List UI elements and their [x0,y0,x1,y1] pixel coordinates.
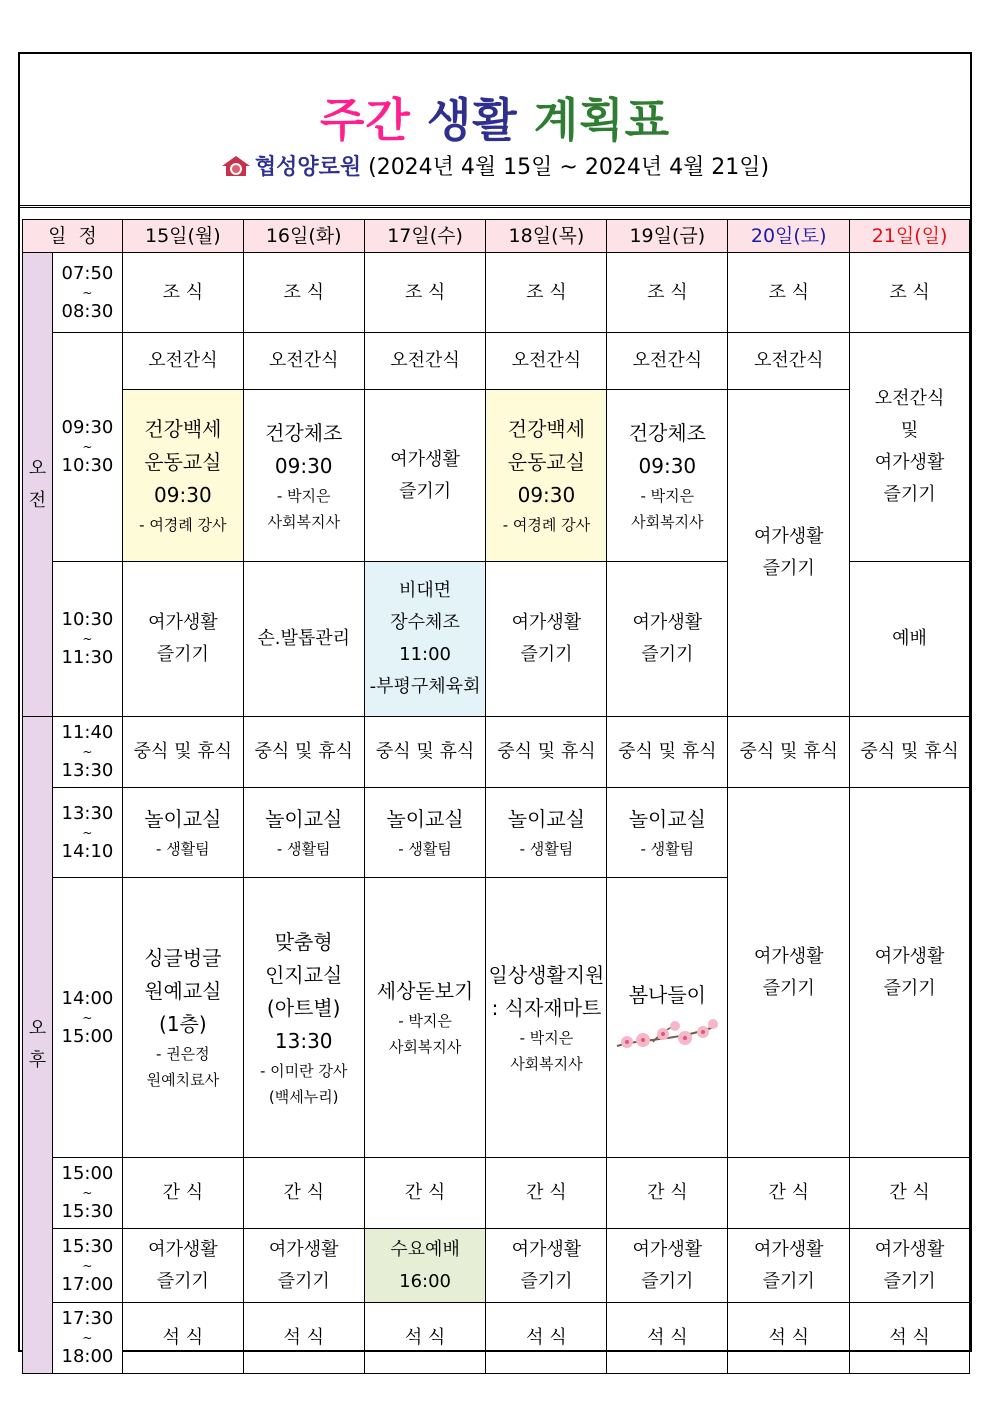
play-class-cell: 놀이교실 - 생활팀 [243,788,364,878]
table-row [23,1158,970,1229]
schedule-label: 일 정 [23,220,123,253]
sunday-leisure-cell: 여가생활 즐기기 [850,788,970,1158]
leisure-cell: 여가생활 즐기기 [607,562,728,717]
snack-cell: 간 식 [364,1158,486,1229]
day-header-row [23,220,970,253]
snack-cell: 간 식 [243,1158,364,1229]
leisure-cell: 여가생활 즐기기 [364,390,486,562]
table-row [23,717,970,788]
play-class-cell: 놀이교실 - 생활팀 [364,788,486,878]
am-snack-cell: 오전간식 [364,333,486,390]
breakfast-cell: 조 식 [243,253,364,333]
table-row [23,1303,970,1374]
dinner-cell: 석 식 [243,1303,364,1374]
am-snack-cell: 오전간식 [486,333,607,390]
leisure-cell: 여가생활 즐기기 [607,1229,728,1303]
house-logo-icon [221,155,251,177]
table-row [23,333,970,390]
day-header: 18일(목) [486,220,607,253]
snack-cell: 간 식 [850,1158,970,1229]
day-header: 19일(금) [607,220,728,253]
lunch-cell: 중식 및 휴식 [364,717,486,788]
wednesday-worship-cell: 수요예배 16:00 [364,1229,486,1303]
longevity-exercise-cell: 비대면 장수체조 11:00 -부평구체육회 [364,562,486,717]
title-word-1: 주간 [319,93,411,147]
schedule-table [22,219,970,1374]
gardening-class-cell: 싱글벙글 원예교실 (1층) - 권은정 원예치료사 [122,878,243,1158]
time-cell: 09:30 ~ 10:30 [52,333,122,562]
table-row [23,788,970,878]
lunch-cell: 중식 및 휴식 [728,717,850,788]
breakfast-cell: 조 식 [850,253,970,333]
page-title [20,84,970,150]
am-snack-cell: 오전간식 [243,333,364,390]
table-row [23,390,970,562]
cognitive-class-cell: 맞춤형 인지교실 (아트별) 13:30 - 이미란 강사 (백세누리) [243,878,364,1158]
health-gymnastics-cell: 건강체조 09:30 - 박지은 사회복지사 [243,390,364,562]
am-snack-cell: 오전간식 [728,333,850,390]
dinner-cell: 석 식 [850,1303,970,1374]
date-range: (2024년 4월 15일 ~ 2024년 4월 21일) [368,155,770,180]
lunch-cell: 중식 및 휴식 [850,717,970,788]
lunch-cell: 중식 및 휴식 [243,717,364,788]
leisure-cell: 여가생활 즐기기 [850,1229,970,1303]
title-word-2: 생활 [426,93,518,147]
time-cell: 15:00 ~ 15:30 [52,1158,122,1229]
saturday-leisure-cell: 여가생활 즐기기 [728,788,850,1158]
breakfast-cell: 조 식 [607,253,728,333]
am-snack-cell: 오전간식 [122,333,243,390]
play-class-cell: 놀이교실 - 생활팀 [486,788,607,878]
dinner-cell: 석 식 [607,1303,728,1374]
time-cell: 10:30 ~ 11:30 [52,562,122,717]
dinner-cell: 석 식 [364,1303,486,1374]
am-snack-cell: 오전간식 [607,333,728,390]
snack-cell: 간 식 [607,1158,728,1229]
leisure-cell: 여가생활 즐기기 [728,1229,850,1303]
time-cell: 14:00 ~ 15:00 [52,878,122,1158]
leisure-cell: 여가생활 즐기기 [486,562,607,717]
leisure-cell: 여가생활 즐기기 [243,1229,364,1303]
saturday-leisure-cell: 여가생활 즐기기 [728,390,850,717]
breakfast-cell: 조 식 [122,253,243,333]
play-class-cell: 놀이교실 - 생활팀 [122,788,243,878]
table-row [23,1229,970,1303]
day-header: 17일(수) [364,220,486,253]
document-frame [18,52,972,1367]
document-header [20,54,970,208]
lunch-cell: 중식 및 휴식 [122,717,243,788]
health-gymnastics-cell: 건강체조 09:30 - 박지은 사회복지사 [607,390,728,562]
worship-cell: 예배 [850,562,970,717]
breakfast-cell: 조 식 [486,253,607,333]
leisure-cell: 여가생활 즐기기 [122,562,243,717]
period-am: 오 전 [23,253,53,717]
sunday-am-cell: 오전간식 및 여가생활 즐기기 [850,333,970,562]
spring-outing-cell: 봄나들이 [607,878,728,1158]
health-exercise-cell: 건강백세 운동교실 09:30 - 여경례 강사 [486,390,607,562]
cherry-blossom-icon [613,1016,721,1056]
world-view-cell: 세상돋보기 - 박지은 사회복지사 [364,878,486,1158]
play-class-cell: 놀이교실 - 생활팀 [607,788,728,878]
time-cell: 07:50 ~ 08:30 [52,253,122,333]
day-header: 15일(월) [122,220,243,253]
health-exercise-cell: 건강백세 운동교실 09:30 - 여경례 강사 [122,390,243,562]
nail-care-cell: 손.발톱관리 [243,562,364,717]
time-cell: 15:30 ~ 17:00 [52,1229,122,1303]
title-word-3: 계획표 [533,93,671,147]
day-header-saturday: 20일(토) [728,220,850,253]
snack-cell: 간 식 [486,1158,607,1229]
breakfast-cell: 조 식 [364,253,486,333]
period-pm: 오 후 [23,717,53,1374]
daily-support-cell: 일상생활지원 : 식자재마트 - 박지은 사회복지사 [486,878,607,1158]
leisure-cell: 여가생활 즐기기 [486,1229,607,1303]
lunch-cell: 중식 및 휴식 [486,717,607,788]
dinner-cell: 석 식 [122,1303,243,1374]
time-cell: 17:30 ~ 18:00 [52,1303,122,1374]
time-cell: 11:40 ~ 13:30 [52,717,122,788]
dinner-cell: 석 식 [728,1303,850,1374]
breakfast-cell: 조 식 [728,253,850,333]
day-header: 16일(화) [243,220,364,253]
day-header-sunday: 21일(일) [850,220,970,253]
org-name: 협성양로원 [254,155,362,180]
time-cell: 13:30 ~ 14:10 [52,788,122,878]
dinner-cell: 석 식 [486,1303,607,1374]
table-row [23,253,970,333]
subtitle [20,150,970,181]
leisure-cell: 여가생활 즐기기 [122,1229,243,1303]
snack-cell: 간 식 [122,1158,243,1229]
snack-cell: 간 식 [728,1158,850,1229]
lunch-cell: 중식 및 휴식 [607,717,728,788]
